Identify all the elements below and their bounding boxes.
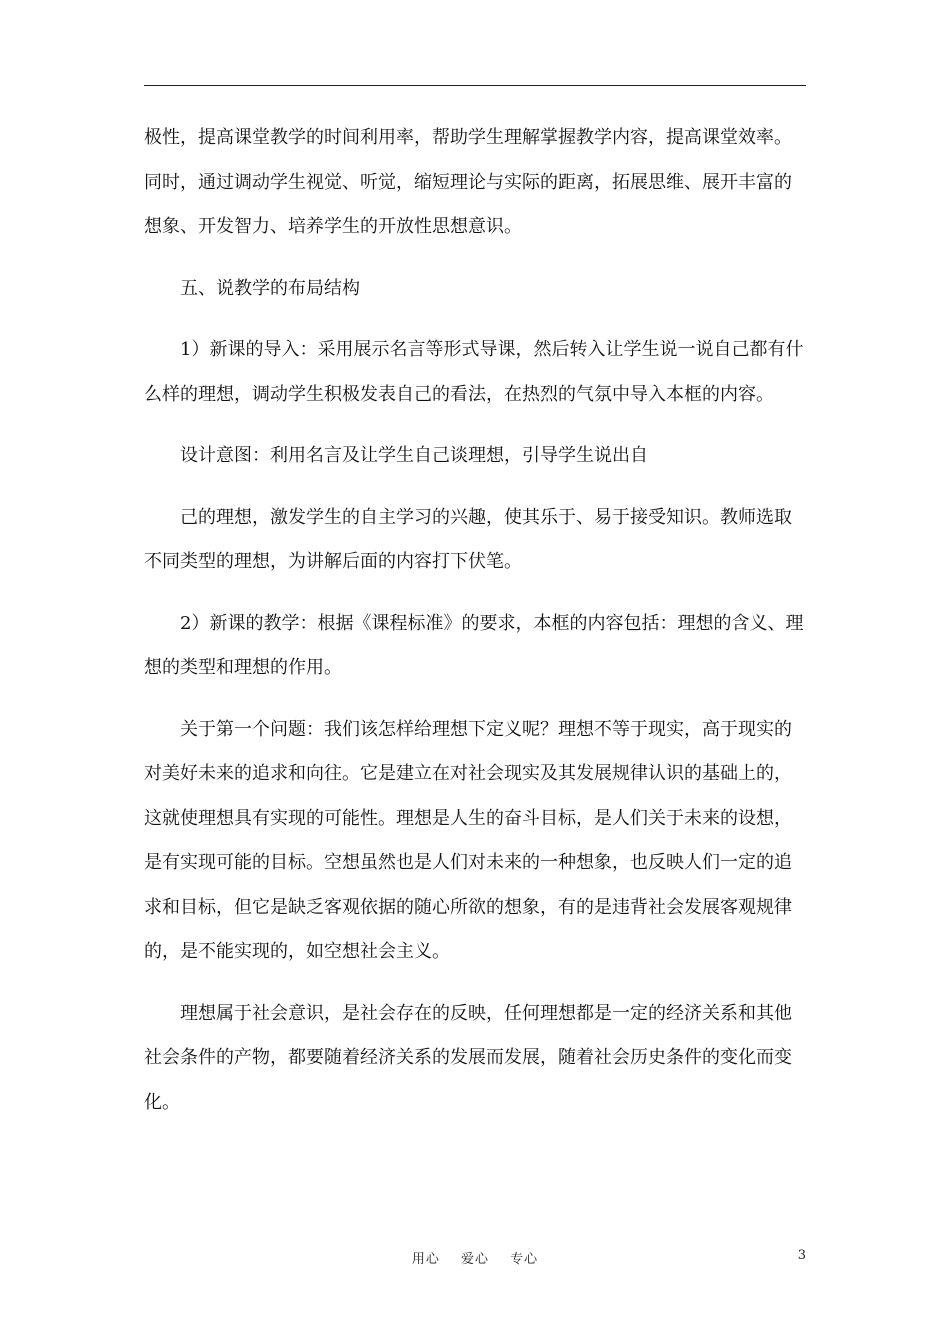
paragraph: 设计意图：利用名言及让学生自己谈理想，引导学生说出自	[180, 445, 648, 466]
page-number: 3	[797, 1248, 806, 1263]
footer-motto	[0, 1248, 950, 1267]
paragraph: 理想属于社会意识，是社会存在的反映，任何理想都是一定的经济关系和其他社会条件的产物，都要随着经济关系的发展而发展，随着社会历史条件的变化而变化。	[144, 1002, 792, 1113]
paragraph: 己的理想，激发学生的自主学习的兴趣，使其乐于、易于接受知识。教师选取不同类型的理想，为讲解后面的内容打下伏笔。	[144, 506, 792, 572]
footer-motto-3: 专心	[510, 1252, 539, 1267]
section-heading: 五、说教学的布局结构	[180, 277, 360, 299]
paragraph: 关于第一个问题：我们该怎样给理想下定义呢？理想不等于现实，高于现实的对美好未来的追求和向往。它是建立在对社会现实及其发展规律认识的基础上的，这就使理想具有实现的可能性。理想是人生的奋斗目标，是人们关于未来的设想，是有实现可能的目标。空想虽然也是人们对未来的一种想象，也反映人们一定的追求和目标，但它是缺乏客观依据的随心所欲的想象，有的是违背社会发展客观规律的，是不能实现的，如空想社会主义。	[144, 718, 792, 962]
paragraph: 1）新课的导入：采用展示名言等形式导课，然后转入让学生说一说自己都有什么样的理想，调动学生积极发表自己的看法，在热烈的气氛中导入本框的内容。	[144, 339, 804, 405]
document-body	[144, 116, 806, 1125]
footer-motto-2: 爱心	[460, 1252, 489, 1267]
paragraph: 2）新课的教学：根据《课程标准》的要求，本框的内容包括：理想的含义、理想的类型和理想的作用。	[144, 612, 804, 678]
paragraph-continuation: 极性，提高课堂教学的时间利用率，帮助学生理解掌握教学内容，提高课堂效率。同时，通过调动学生视觉、听觉，缩短理论与实际的距离，拓展思维、展开丰富的想象、开发智力、培养学生的开放性思想意识。	[144, 127, 792, 237]
header-rule	[144, 85, 806, 86]
footer-motto-1: 用心	[411, 1252, 440, 1267]
